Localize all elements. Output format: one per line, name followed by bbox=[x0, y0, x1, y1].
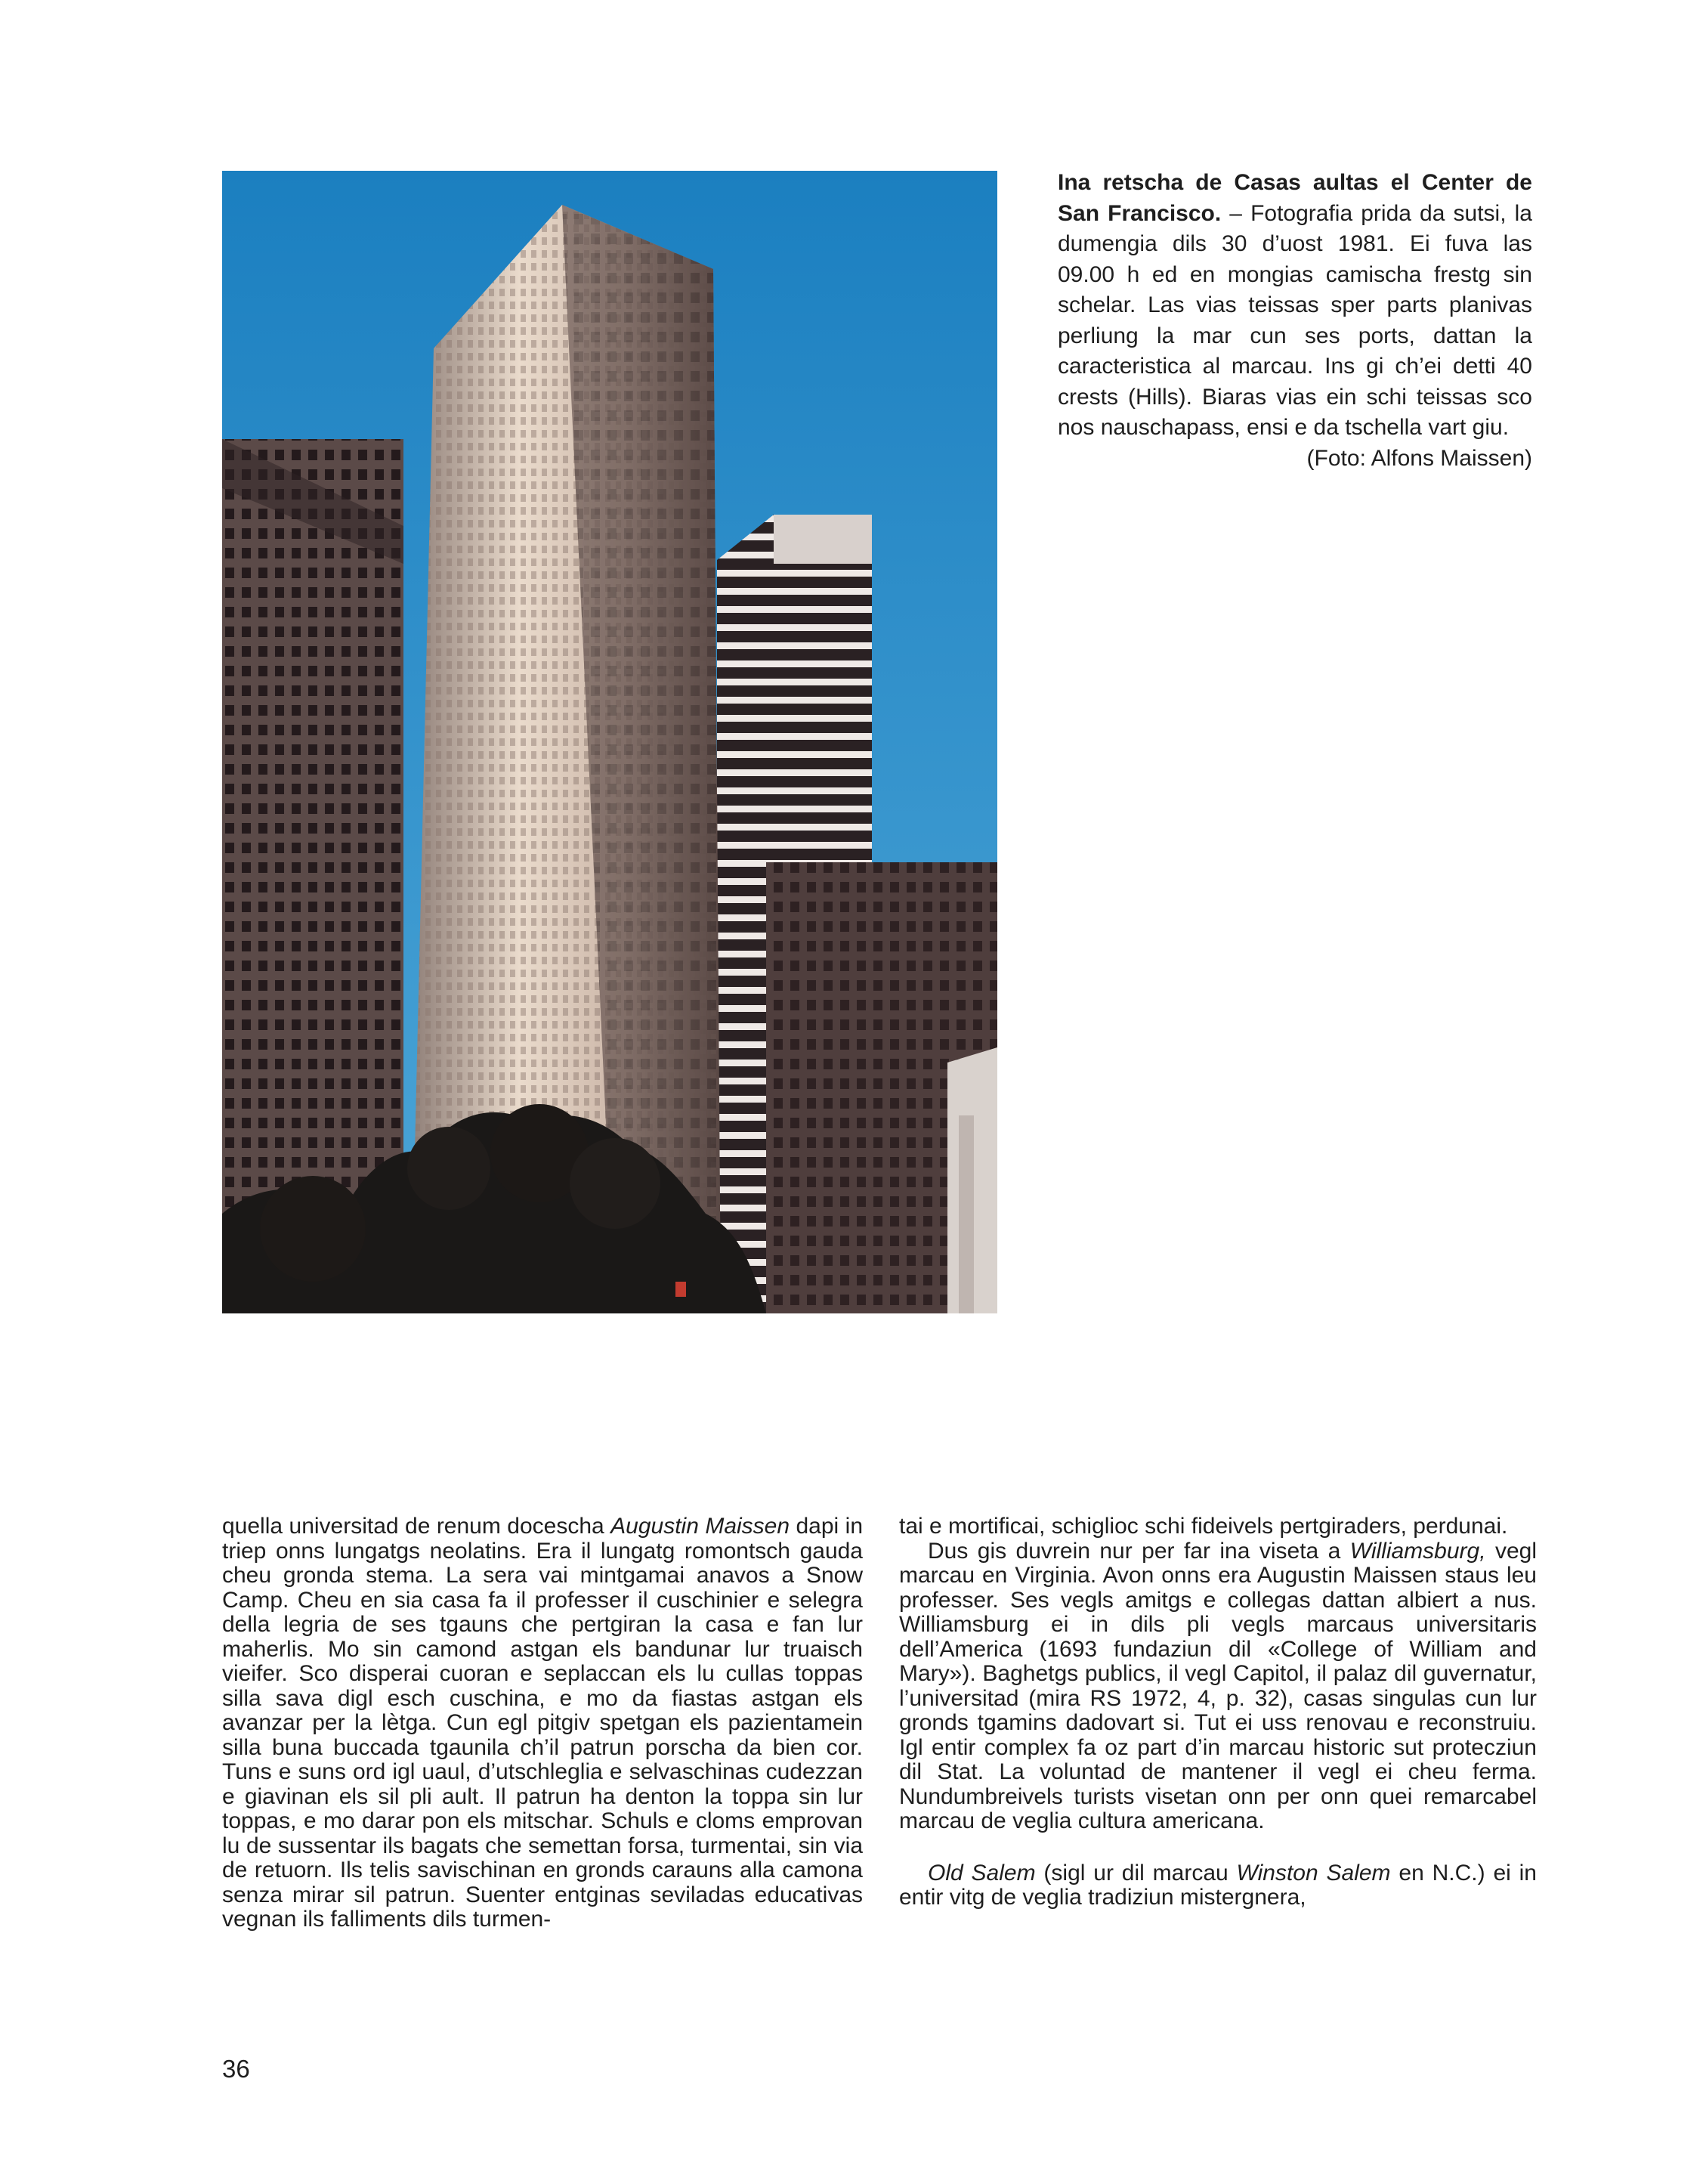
place-name: Williamsburg, bbox=[1349, 1538, 1486, 1564]
text-column-left bbox=[222, 1514, 863, 1932]
caption-body: – Fotografia prida da sutsi, la dumengia dils 30 d’uost 1981. Ei fuva las 09.00 h ed en mongias camischa frestg sin schelar. Las vias teissas sper parts planivas perliung la mar cun ses ports, dattan la caracteristica al marcau. Ins gi ch’ei detti 40 crests (Hills). Biaras vias ein schi teissas sco nos nauschapass, ensi e da tschella vart giu. bbox=[1058, 200, 1532, 440]
text-run: (sigl ur dil marcau bbox=[1035, 1860, 1237, 1885]
paragraph bbox=[222, 1514, 863, 1932]
person-name: Augustin Maissen bbox=[610, 1514, 790, 1539]
paragraph bbox=[899, 1539, 1537, 1834]
paragraph bbox=[899, 1861, 1537, 1910]
text-run: en N.C.) ei in entir vitg de veglia tradiziun mistergnera, bbox=[899, 1860, 1537, 1910]
skyscraper-photo bbox=[222, 171, 997, 1313]
text-column-right bbox=[899, 1514, 1537, 1910]
place-name: Old Salem bbox=[928, 1860, 1036, 1885]
photo-caption bbox=[1058, 168, 1532, 474]
photo-credit: (Foto: Alfons Maissen) bbox=[1306, 445, 1532, 471]
caption-lead: Ina retscha de Casas aultas el Center de San Francisco. bbox=[1058, 170, 1532, 226]
text-run: dapi in triep onns lungatgs neolatins. Era il lungatg romontsch gauda cheu gronda stema. La sera vai mintgamai anavos a Snow Camp. Cheu en sia casa fa il professer il cuschinier e selegra della legria de ses tgauns che pertgiran la casa e fan lur maherlis. Mo sin camond astgan els bandunar lur truaisch vieifer. Sco disperai cuoran e seplaccan els lu cullas toppas silla sava digl esch cuschina, e mo da fiastas astgan els avanzar per la lètga. Cun egl pitgiv spetgan els pazientamein silla buna buccada tgaunila ch’il patrun porscha da bien cor. Tuns e suns ord igl uaul, d’utschleglia e selvaschinas cudezzan e giavinan els sil pli ault. Il patrun ha denton la toppa sin lur toppas, e mo darar pon els mitschar. Schuls e cloms emprovan lu de sussentar ils bagats che semettan forsa, turmentai, sin via de retuorn. Ils telis savischinan en gronds carauns alla camona senza mirar sil patrun. Suenter entginas seviladas educativas vegnan ils falliments dils turmen- bbox=[222, 1514, 863, 1932]
text-run: Dus gis duvrein nur per far ina viseta a bbox=[928, 1538, 1350, 1564]
page-number: 36 bbox=[222, 2055, 250, 2083]
text-run: quella universitad de renum docescha bbox=[222, 1514, 611, 1539]
text-run: vegl marcau en Virginia. Avon onns era Augustin Maissen staus leu professer. Ses vegls amitgs e collegas dattan albiert a nus. Williamsburg ei in dils pli vegls marcaus universitaris dell’America (1693 fundaziun dil «College of William and Mary»). Baghetgs publics, il vegl Capitol, il palaz dil guvernatur, l’universitad (mira RS 1972, 4, p. 32), casas singulas cun lur gronds tgamins dadovart si. Tut ei uss renovau e reconstruiu. Igl entir complex fa oz part d’in marcau historic sut protecziun dil Stat. La voluntad de mantener il vegl ei cheu ferma. Nundumbreivels turists visetan onn per onn quei remarcabel marcau de veglia cultura americana. bbox=[899, 1538, 1537, 1833]
paragraph: tai e mortificai, schiglioc schi fideivels pertgiraders, perdunai. bbox=[899, 1514, 1508, 1539]
place-name: Winston Salem bbox=[1236, 1860, 1391, 1885]
